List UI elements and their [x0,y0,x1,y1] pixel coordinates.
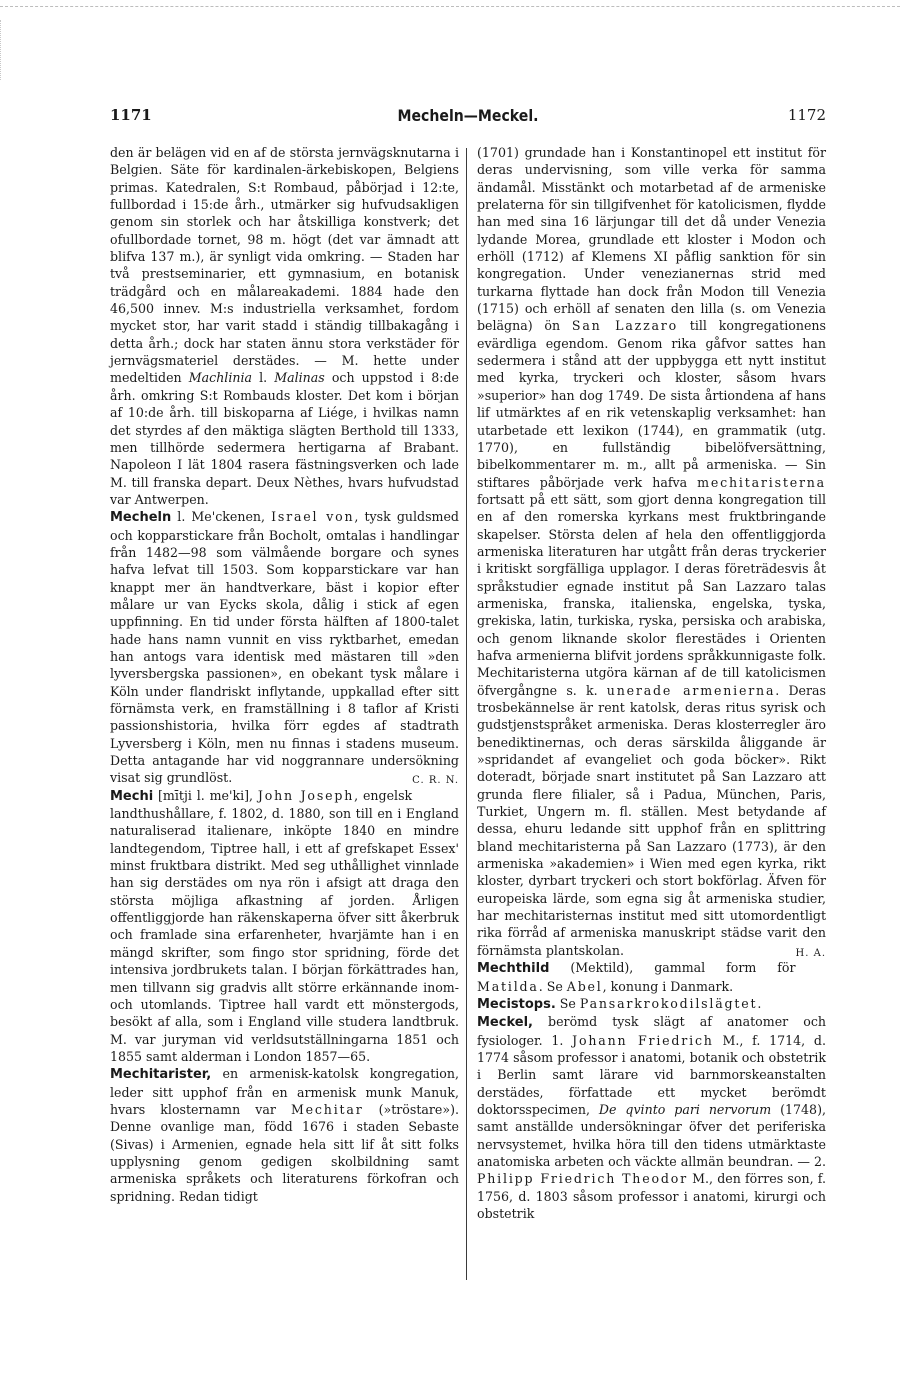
header-title: Mecheln—Meckel. [397,106,539,125]
page-number-right: 1172 [787,106,826,124]
headword: Meckel, [477,1015,533,1031]
headword: Mecistops. [477,996,556,1012]
scan-margin-marks [0,20,23,80]
running-header [110,106,826,128]
entry-mechi: Mechi [mītji l. me'ki], John Joseph, engelsk landthushållare, f. 1802, d. 1880, son till en i England naturaliserad italienare, inköpte 1840 en mindre landtegendom, Tiptree hall, i ett af grefskapet Essex' minst fruktbara distrikt. Med seg uthållighet vinnlade han sig derstädes om nya rön i afsigt att draga den största möjliga afkastning af jorden. Årligen offentliggjorde han räkenskaperna öfver sitt åkerbruk och framlade sina erfarenheter, hvarjämte han i en mängd skrifter, som fingo stor spridning, förde det intensiva jordbrukets talan. I början förkättrades han, men tillvann sig gradvis allt större erkännande inom- och utomlands. Tiptree hall vardt ett mönstergods, besökt af alla, som i England ville studera landtbruk. M. var juryman vid verldsutställningarna 1851 och 1855 samt alderman i London 1857—65. [110,787,459,1064]
entry-mecistops: Mecistops. Se Pansarkrokodilslägtet. [477,995,762,1012]
left-column [110,144,459,1205]
entry-mecheln-israel: Mecheln l. Me'ckenen, Israel von, tysk guldsmed och kopparstickare från Bocholt, omtalas i handlingar från 1482—98 som välmående borgare och synes hafva lefvat till 1503. Som kopparstickare var han knappt mer än handtverkare, bäst i kopior efter målare ur van Eycks skola, dålig i stick af egen uppfinning. En tid under första hälften af 1800-talet hade hans namn vunnit en viss ryktbarhet, emedan han antogs vara identisk med mästaren till »den lyversbergska passionen», en obekant tysk målare i Köln under flandriskt inflytande, uppkallad efter sitt förnämsta verk, en framställning i 8 taflor af Kristi passionshistoria, hvilka förr egdes af stadtrath Lyversberg i Köln, men nu finnas i stadens museum. Detta antagande har vid noggrannare undersökning visat sig grundlöst. C. R. N. [110,508,459,787]
author-signature: H. A. [795,947,826,959]
entry-mechthild: Mechthild (Mektild), gammal form för Matilda. Se Abel, konung i Danmark. [477,960,796,994]
right-column [477,144,826,1222]
page-number-left: 1171 [110,106,152,124]
entry-mechitarister-continued: (1701) grundade han i Konstantinopel ett institut för deras undervisning, som ville verka för samma ändamål. Misstänkt och motarbetad af de armeniske prelaterna för sin tillgifvenhet för katolicismen, flydde han med sina 16 lärjungar till det då under Venezia lydande Morea, grundlade ett kloster i Modon och erhöll (1712) af Klemens XI påflig sanktion för sin kongregation. Under venezianernas strid med turkarna flyttade han dock från Modon till Venezia (1715) och erhöll af senaten den lilla (s. om Venezia belägna) ön San Lazzaro till kongregationens evärdliga egendom. Genom rika gåfvor sattes han sedermera i stånd att der uppbygga ett nytt institut med kyrka, tryckeri och kloster, såsom hvars »superior» han dog 1749. De sista årtiondena af hans lif utmärktes af en rik vetenskaplig verksamhet: han utarbetade ett lexikon (1744), en grammatik (utg. 1770), en fullständig bibelöfversättning, bibelkommentarer m. m., allt på armeniska. — Sin stiftares påbörjade verk hafva mechitaristerna fortsatt på ett sätt, som gjort denna kongregation till en af den romerska kyrkans mest fruktbringande skapelser. Största delen af hela den offentliggjorda armeniska literaturen har utgått från deras tryckerier i kritiskt sorgfälliga upplagor. I deras företrädesvis åt språkstudier egnade institut på San Lazzaro talas armeniska, franska, italienska, engelska, tyska, grekiska, latin, turkiska, ryska, persiska och arabiska, och genom liknande skolor flerestädes i Orienten hafva armenierna blifvit jordens språkkunnigaste folk. Mechitaristerna utgöra kärnan af de till katolicismen öfvergångne s. k. unerade armenierna. Deras trosbekännelse är rent katolsk, deras ritus syrisk och gudstjenstspråket armeniska. Deras klosterregler äro benediktinernas, och deras särskilda åliggande är »spridandet af evangeliet och goda böcker». Rikt doteradt, började snart institutet på San Lazzaro att grunda flere filialer, så i Padua, München, Paris, Turkiet, Ungern m. fl. ställen. Mest betydande af dessa, ehuru ledande sitt upphof från en splittring bland mechitaristerna på San Lazzaro (1773), är den armeniska »akademien» i Wien med egen kyrka, rikt kloster, dyrbart tryckeri och stort bokförlag. Äfven för europeiska lärde, som egna sig åt armeniska studier, har mechitaristernas institut med sitt utomordentligt rika förråd af armeniska manuskript städse varit den förnämsta plantskolan. H. A. [477,144,826,959]
author-signature: C. R. N. [412,775,459,787]
headword: Mechitarister, [110,1067,212,1083]
scan-edge-line [0,6,900,7]
headword: Mecheln [110,510,172,526]
headword: Mechi [110,788,154,804]
entry-meckel: Meckel, berömd tysk slägt af anatomer och fysiologer. 1. Johann Friedrich M., f. 1714, d. 1774 såsom professor i anatomi, botanik och obstetrik i Berlin samt lärare vid barnmorskeanstalten derstädes, författade ett mycket berömdt doktorsspecimen, De qvinto pari nervorum (1748), samt anställde undersökningar öfver det periferiska nervsystemet, hvilka höra till den tidens utmärktaste anatomiska arbeten och väckte allmän beundran. — 2. Philipp Friedrich Theodor M., den förres son, f. 1756, d. 1803 såsom professor i anatomi, kirurgi och obstetrik [477,1014,826,1221]
headword: Mechthild [477,961,550,977]
entry-mecheln-continued: den är belägen vid en af de största jernvägsknutarna i Belgien. Säte för kardinalen-ärkebiskopen, Belgiens primas. Katedralen, S:t Rombaud, påbörjad i 12:te, fullbordad i 15:de årh., utmärker sig hufvudsakligen genom sin storlek och har åtskilliga konstverk; det ofullbordade tornet, 98 m. högt (det var ämnadt att blifva 137 m.), är synligt vida omkring. — Staden har två prestseminarier, ett gymnasium, en botanisk trädgård och en målareakademi. 1884 hade den 46,500 innev. M:s industriella verksamhet, fordom mycket stor, har varit stadd i ständig tillbakagång i detta årh.; dock har staten ännu stora verkstäder för jernvägsmateriel derstädes. — M. hette under medeltiden Machlinia l. Malinas och uppstod i 8:de årh. omkring S:t Rombauds kloster. Det kom i början af 10:de årh. till biskoparna af Liége, i hvilkas namn det styrdes af den mäktiga slägten Berthold till 1333, men tillhörde sedermera hertigarna af Brabant. Napoleon I lät 1804 rasera fästningsverken och lade M. till franska depart. Deux Nèthes, hvars hufvudstad var Antwerpen. [110,145,459,507]
column-divider [466,148,467,1280]
entry-mechitarister: Mechitarister, en armenisk-katolsk kongregation, leder sitt upphof från en armenisk munk Manuk, hvars klosternamn var Mechitar (»tröstare»). Denne ovanlige man, född 1676 i staden Sebaste (Sivas) i Armenien, egnade hela sitt lif åt sitt folks upplysning genom gedigen skolbildning samt armeniska språkets och literaturens förkofran och spridning. Redan tidigt [110,1066,459,1204]
